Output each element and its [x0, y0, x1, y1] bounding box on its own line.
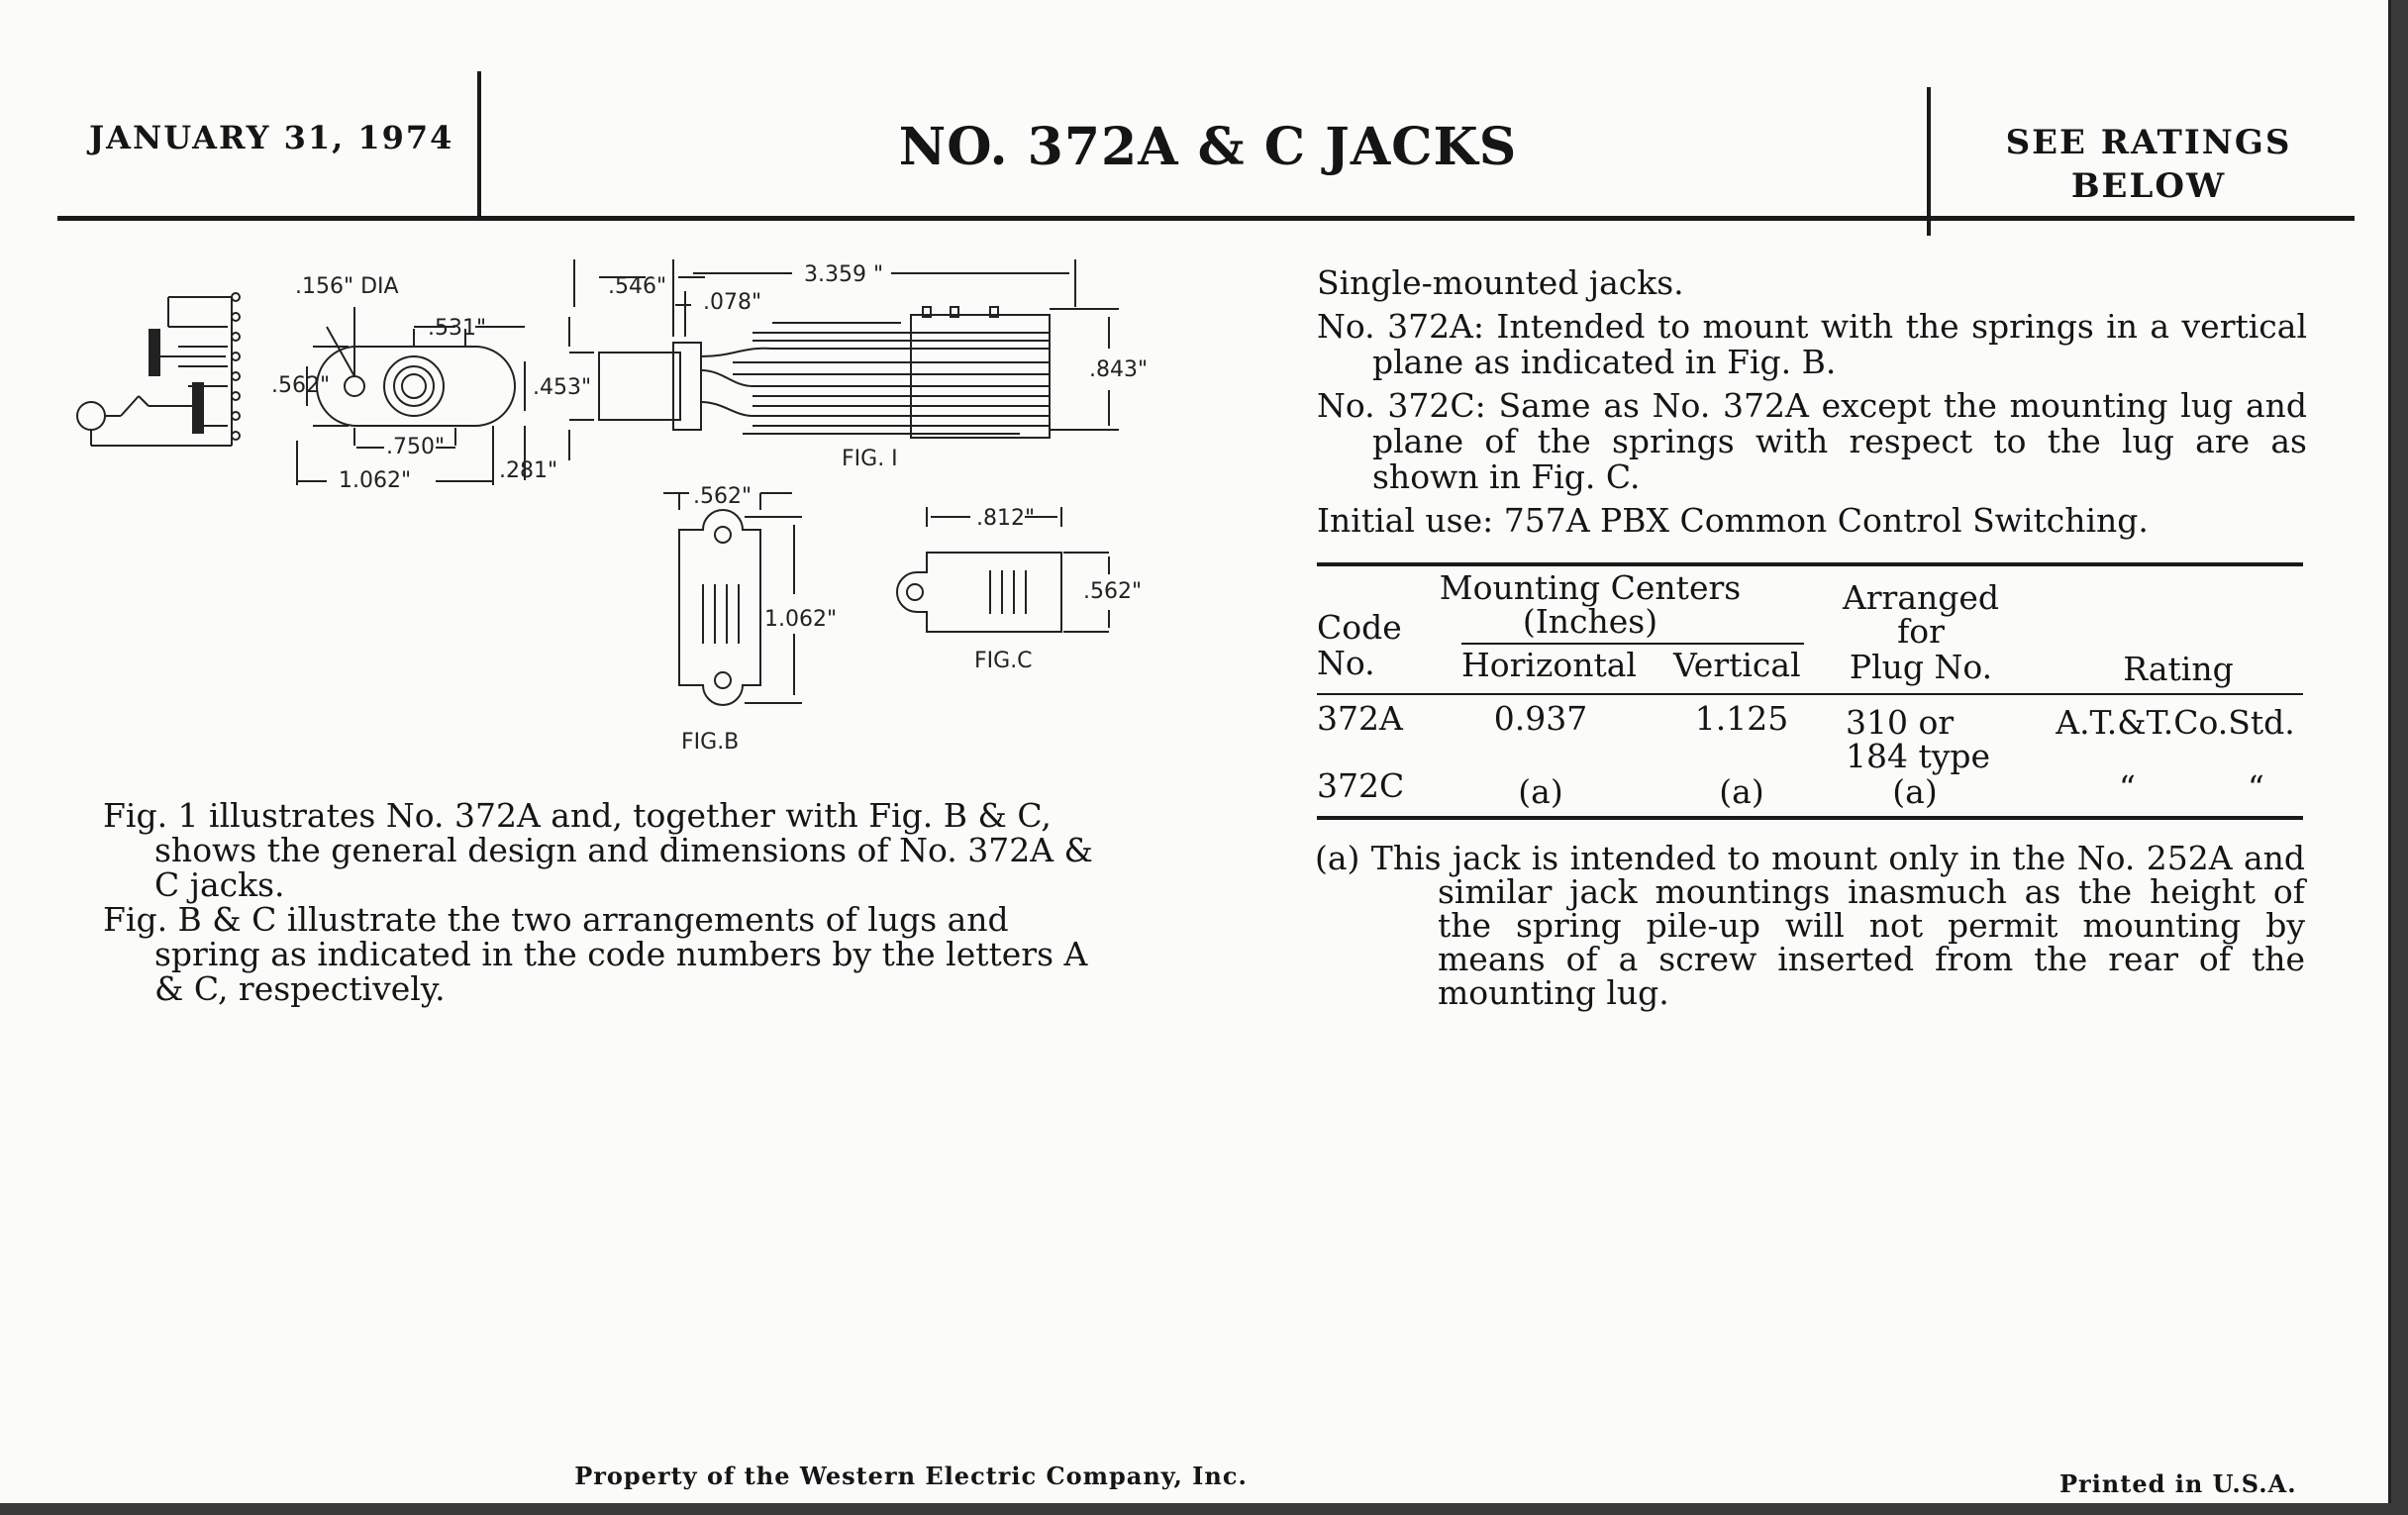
dim-562-left: .562": [271, 373, 331, 398]
header-divider-right: [1927, 87, 1931, 236]
header-ratings-line1: SEE RATINGS: [2005, 123, 2292, 162]
desc-initial-use: Initial use: 757A PBX Common Control Switching.: [1317, 501, 2149, 540]
dim-453: .453": [533, 375, 592, 400]
row2-plug: (a): [1892, 772, 1938, 811]
th-rating: Rating: [2123, 650, 2234, 688]
th-mounting-rule: [1461, 643, 1804, 645]
dim-546: .546": [608, 274, 667, 299]
footnote-a-text: (a) This jack is intended to mount only in the No. 252A and similar jack mountings inasmuch as the height of the spring pile-up will not permit mounting by means of a screw inserted from the rear of the mounting lug.: [1315, 839, 2305, 1012]
ratings-table: [1317, 566, 2307, 824]
dim-562-b: .562": [693, 484, 752, 509]
row2-horizontal: (a): [1518, 772, 1563, 811]
fig-text-1: Fig. 1 illustrates No. 372A and, together with Fig. B & C, shows the general design and dimensions of No. 372A & C jacks.: [103, 796, 1093, 904]
table-bottom-rule: [1317, 816, 2303, 820]
th-mounting-1: Mounting Centers: [1439, 568, 1742, 607]
th-code-2: No.: [1317, 644, 1375, 682]
dim-812: .812": [976, 506, 1036, 531]
dim-1062-b: 1.062": [764, 607, 838, 632]
figure-description: [103, 798, 1093, 1006]
row1-rating: A.T.&T.Co.Std.: [2056, 703, 2295, 742]
fig-text-2: Fig. B & C illustrate the two arrangements of lugs and spring as indicated in the code numbers by the letters A & C, respectively.: [103, 900, 1088, 1008]
dim-156-dia: .156" DIA: [295, 274, 399, 299]
header-rule: [57, 216, 2355, 221]
th-horizontal: Horizontal: [1461, 646, 1637, 684]
dim-750: .750": [386, 435, 446, 459]
figb-outline: [663, 493, 802, 705]
dim-1062-bottom: 1.062": [339, 468, 412, 493]
footnote-a: [1315, 839, 2305, 1012]
dim-078: .078": [703, 290, 762, 315]
th-vertical: Vertical: [1673, 646, 1801, 684]
footer-property: Property of the Western Electric Company, Inc.: [574, 1462, 1248, 1490]
header-ratings-note: [1941, 121, 2357, 208]
dim-281: .281": [499, 458, 558, 483]
row1-plug-1: 310 or: [1846, 703, 1955, 742]
dim-3359: 3.359 ": [804, 262, 884, 287]
figc-label: FIG.C: [974, 649, 1033, 673]
dim-562-c: .562": [1083, 579, 1143, 604]
fig1-label: FIG. I: [842, 447, 898, 471]
th-mounting-2: (Inches): [1522, 602, 1658, 641]
th-arranged-1: Arranged: [1842, 578, 2000, 617]
row2-code: 372C: [1317, 766, 1405, 805]
header-date: JANUARY 31, 1974: [89, 119, 454, 156]
th-arranged-3: Plug No.: [1849, 648, 1993, 686]
dim-843: .843": [1089, 357, 1149, 382]
drawing-svg: [59, 238, 1208, 762]
row1-code: 372A: [1317, 699, 1403, 738]
desc-intro: Single-mounted jacks.: [1317, 263, 1684, 302]
th-arranged-2: for: [1897, 612, 1945, 651]
th-code-1: Code: [1317, 608, 1402, 647]
row2-vertical: (a): [1719, 772, 1764, 811]
row1-vertical: 1.125: [1694, 699, 1789, 738]
desc-372a: No. 372A: Intended to mount with the springs in a vertical plane as indicated in Fig. B.: [1317, 307, 2307, 381]
row2-rating-ditto-b: “: [2248, 768, 2264, 807]
page-title: NO. 372A & C JACKS: [898, 117, 1518, 177]
row1-horizontal: 0.937: [1493, 699, 1588, 738]
row1-plug-2: 184 type: [1846, 737, 1991, 775]
header-ratings-line2: BELOW: [2070, 166, 2227, 206]
header-divider-left: [477, 71, 481, 216]
jack-description: [1317, 265, 2307, 547]
dim-531: .531": [428, 316, 487, 341]
row2-rating-ditto-a: “: [2119, 768, 2136, 807]
jack-dimension-drawing: [59, 238, 1208, 762]
figb-label: FIG.B: [681, 730, 740, 755]
footer-printed: Printed in U.S.A.: [2059, 1469, 2297, 1498]
th-bottom-rule: [1317, 693, 2303, 695]
desc-372c: No. 372C: Same as No. 372A except the mounting lug and plane of the springs with respect to the lug are as shown in Fig. C.: [1317, 386, 2307, 496]
